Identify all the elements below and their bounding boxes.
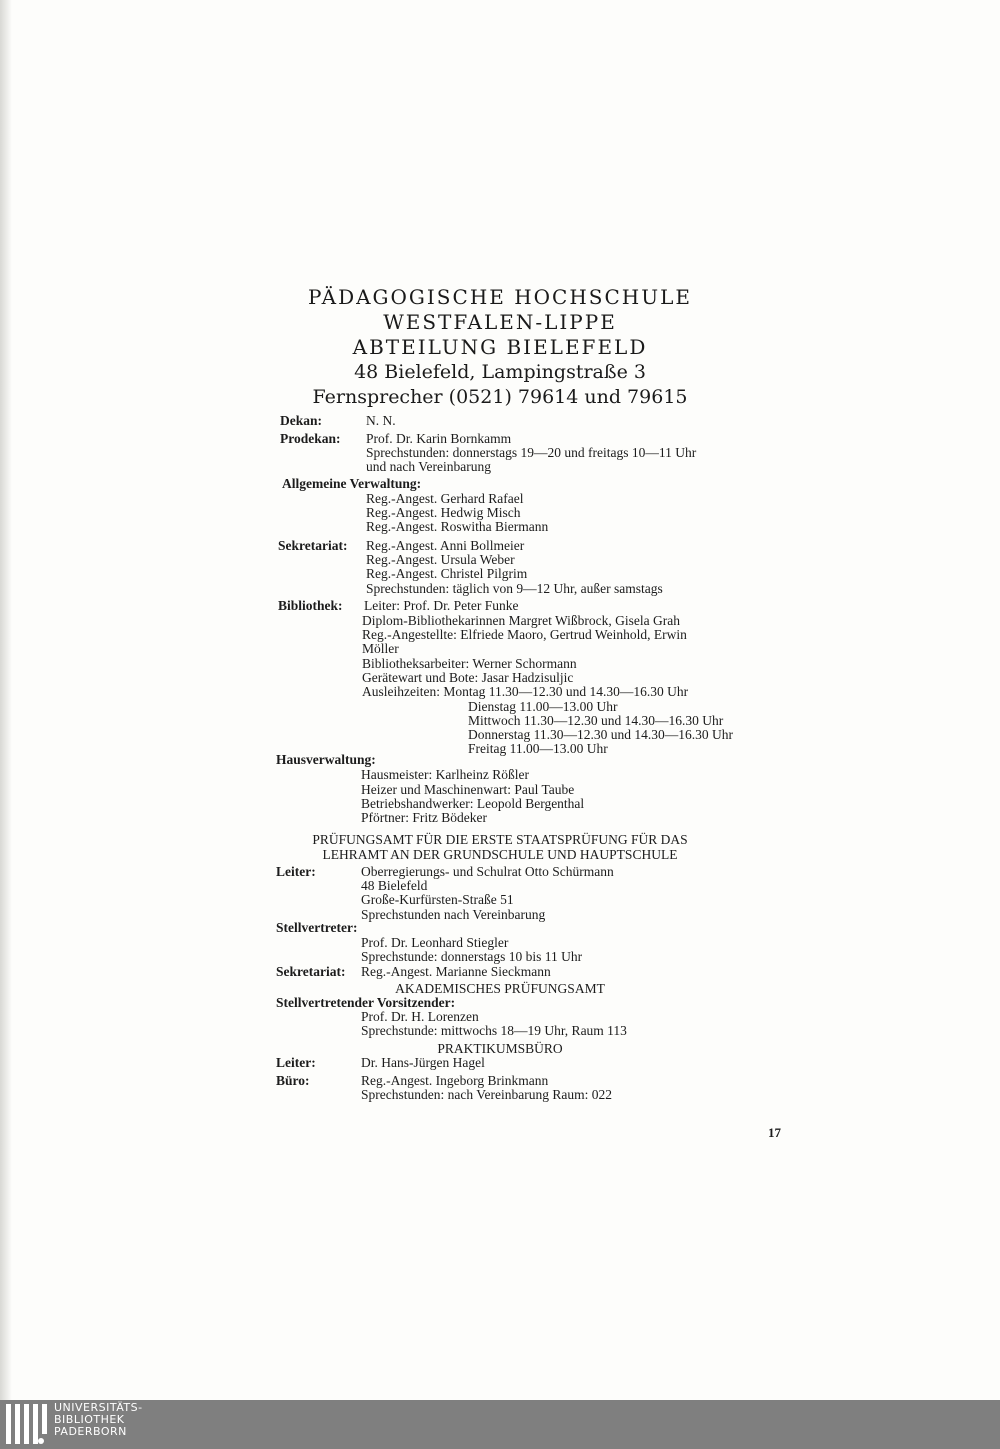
- entry-text: Reg.-Angest. Roswitha Biermann: [366, 519, 549, 534]
- entry-text: Reg.-Angest. Ingeborg Brinkmann: [361, 1073, 549, 1088]
- entry-text: Sprechstunde: mittwochs 18—19 Uhr, Raum 113: [361, 1023, 627, 1038]
- header-department: ABTEILUNG BIELEFELD: [352, 335, 648, 359]
- entry-label: Allgemeine Verwaltung:: [282, 476, 422, 491]
- entry-leiter: [276, 865, 316, 879]
- entry-text: Pförtner: Fritz Bödeker: [361, 810, 487, 825]
- entry-text: und nach Vereinbarung: [366, 459, 491, 474]
- header-region: WESTFALEN-LIPPE: [383, 310, 617, 334]
- entry-text: Heizer und Maschinenwart: Paul Taube: [361, 782, 575, 797]
- header-institution: PÄDAGOGISCHE HOCHSCHULE: [308, 285, 692, 309]
- entry-text: Möller: [362, 641, 399, 656]
- entry-verwaltung: [282, 477, 421, 491]
- entry-text: Betriebshandwerker: Leopold Bergenthal: [361, 796, 585, 811]
- entry-text: Prof. Dr. H. Lorenzen: [361, 1009, 479, 1024]
- entry-text: Sprechstunden: täglich von 9—12 Uhr, außer samstags: [366, 581, 663, 596]
- page-number: 17: [768, 1125, 781, 1140]
- entry-bibliothek: [278, 599, 343, 613]
- entry-label: Büro:: [276, 1073, 310, 1088]
- entry-text: Gerätewart und Bote: Jasar Hadzisuljic: [362, 670, 574, 685]
- entry-text: Sprechstunden nach Vereinbarung: [361, 907, 546, 922]
- entry-label: Sekretariat:: [278, 538, 348, 553]
- header-phone: Fernsprecher (0521) 79614 und 79615: [312, 386, 688, 408]
- entry-text: Ausleihzeiten: Montag 11.30—12.30 und 14.30—16.30 Uhr: [362, 684, 689, 699]
- entry-text: Reg.-Angestellte: Elfriede Maoro, Gertrud Weinhold, Erwin: [362, 627, 687, 642]
- entry-text: Prof. Dr. Leonhard Stiegler: [361, 935, 509, 950]
- entry-buero: [276, 1074, 310, 1088]
- entry-text: Prof. Dr. Karin Bornkamm: [366, 431, 512, 446]
- entry-label: Prodekan:: [280, 431, 341, 446]
- entry-text: Sprechstunden: nach Vereinbarung Raum: 022: [361, 1087, 612, 1102]
- entry-text: Reg.-Angest. Gerhard Rafael: [366, 491, 524, 506]
- entry-stellvertreter: [276, 921, 357, 935]
- entry-sekretariat: [278, 539, 347, 553]
- entry-text: Reg.-Angest. Marianne Sieckmann: [361, 964, 551, 979]
- entry-label: Dekan:: [280, 413, 323, 428]
- entry-label: Stellvertretender Vorsitzender:: [276, 995, 456, 1010]
- section-heading: LEHRAMT AN DER GRUNDSCHULE UND HAUPTSCHULE: [322, 847, 678, 862]
- entry-text: Reg.-Angest. Christel Pilgrim: [366, 566, 528, 581]
- entry-text: Oberregierungs- und Schulrat Otto Schürmann: [361, 864, 614, 879]
- entry-sekretariat: [276, 965, 345, 979]
- entry-text: N. N.: [366, 413, 396, 428]
- entry-text: Dienstag 11.00—13.00 Uhr: [468, 699, 618, 714]
- library-logo-text: [54, 1402, 143, 1438]
- logo-line: UNIVERSITÄTS-: [54, 1401, 143, 1414]
- entry-text: Sprechstunde: donnerstags 10 bis 11 Uhr: [361, 949, 583, 964]
- entry-label: Stellvertreter:: [276, 920, 358, 935]
- header-address: 48 Bielefeld, Lampingstraße 3: [354, 361, 646, 383]
- entry-text: Hausmeister: Karlheinz Rößler: [361, 767, 529, 782]
- entry-text: Dr. Hans-Jürgen Hagel: [361, 1055, 485, 1070]
- section-heading: AKADEMISCHES PRÜFUNGSAMT: [395, 981, 605, 996]
- entry-text: Sprechstunden: donnerstags 19—20 und freitags 10—11 Uhr: [366, 445, 697, 460]
- entry-hausverwaltung: [276, 753, 376, 767]
- entry-text: Leiter: Prof. Dr. Peter Funke: [364, 598, 519, 613]
- page-edge-shadow: [0, 0, 12, 1400]
- entry-dekan: [280, 414, 322, 428]
- logo-dot-icon: [38, 1438, 44, 1444]
- entry-label: Sekretariat:: [276, 964, 346, 979]
- entry-label: Leiter:: [276, 1055, 316, 1070]
- entry-text: Mittwoch 11.30—12.30 und 14.30—16.30 Uhr: [468, 713, 724, 728]
- entry-label: Bibliothek:: [278, 598, 343, 613]
- logo-line: BIBLIOTHEK: [54, 1413, 125, 1426]
- entry-text: Große-Kurfürsten-Straße 51: [361, 892, 514, 907]
- entry-text: Donnerstag 11.30—12.30 und 14.30—16.30 Uhr: [468, 727, 733, 742]
- entry-leiter: [276, 1056, 316, 1070]
- library-footer: [0, 1400, 1000, 1449]
- section-heading: PRAKTIKUMSBÜRO: [437, 1041, 563, 1056]
- entry-text: 48 Bielefeld: [361, 878, 428, 893]
- entry-vorsitzender: [276, 996, 455, 1010]
- entry-text: Bibliotheksarbeiter: Werner Schormann: [362, 656, 577, 671]
- entry-label: Leiter:: [276, 864, 316, 879]
- entry-text: Reg.-Angest. Anni Bollmeier: [366, 538, 525, 553]
- entry-text: Reg.-Angest. Ursula Weber: [366, 552, 515, 567]
- entry-text: Freitag 11.00—13.00 Uhr: [468, 741, 608, 756]
- entry-text: Reg.-Angest. Hedwig Misch: [366, 505, 521, 520]
- logo-line: PADERBORN: [54, 1425, 127, 1438]
- section-heading: PRÜFUNGSAMT FÜR DIE ERSTE STAATSPRÜFUNG FÜR DAS: [312, 832, 688, 847]
- entry-text: Diplom-Bibliothekarinnen Margret Wißbrock, Gisela Grah: [362, 613, 681, 628]
- entry-prodekan: [280, 432, 341, 446]
- entry-label: Hausverwaltung:: [276, 752, 376, 767]
